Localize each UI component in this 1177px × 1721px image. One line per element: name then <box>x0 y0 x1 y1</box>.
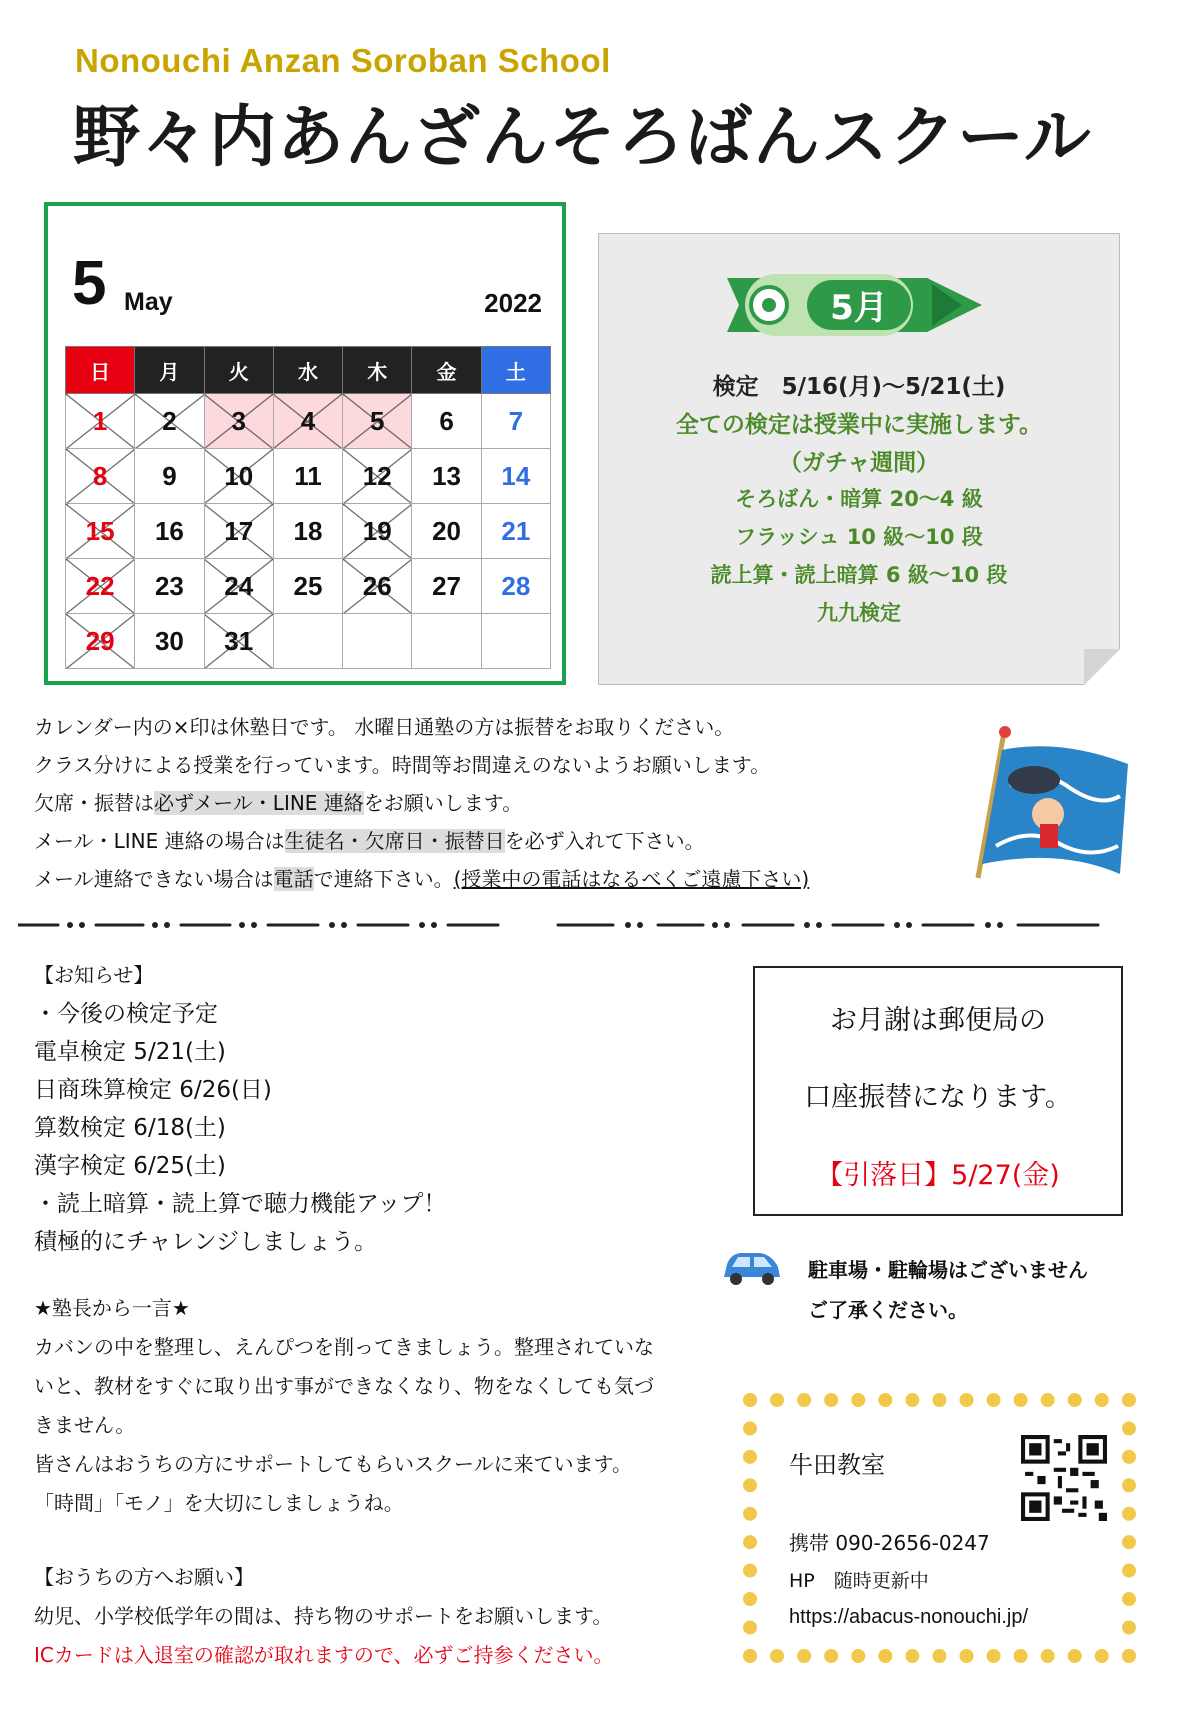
request-line: 幼児、小学校低学年の間は、持ち物のサポートをお願いします。 <box>34 1604 613 1628</box>
parking-line: ご了承ください。 <box>808 1298 968 1322</box>
exam-period: 検定 5/16(月)～5/21(土) <box>712 374 1006 400</box>
contact-card <box>743 1393 1136 1663</box>
calendar-day: 17 <box>204 504 273 559</box>
calendar <box>44 202 566 685</box>
calendar-day: 16 <box>135 504 204 559</box>
principal-heading: ★塾長から一言★ <box>34 1296 190 1320</box>
weekday-wed: 水 <box>273 347 342 394</box>
calendar-day: 5 <box>343 394 412 449</box>
info-line: カレンダー内の×印は休塾日です。 水曜日通塾の方は振替をお取りください。 <box>34 715 735 739</box>
calendar-day: 20 <box>412 504 481 559</box>
parking-notice <box>808 1250 1088 1330</box>
exam-note-line: 九九検定 <box>817 601 901 625</box>
calendar-day: 25 <box>273 559 342 614</box>
calendar-day: 29 <box>66 614 135 669</box>
calendar-day: 19 <box>343 504 412 559</box>
calendar-day: 31 <box>204 614 273 669</box>
exam-note-line: そろばん・暗算 20～4 級 <box>735 487 983 511</box>
kintaro-flag-icon <box>960 726 1136 886</box>
homepage-note: HP 随時更新中 <box>789 1570 929 1592</box>
notices-heading: 【お知らせ】 <box>34 963 154 987</box>
calendar-day: 7 <box>481 394 550 449</box>
calendar-day: 15 <box>66 504 135 559</box>
weekday-tue: 火 <box>204 347 273 394</box>
calendar-day: 26 <box>343 559 412 614</box>
calendar-day: 23 <box>135 559 204 614</box>
principal-line: 「時間」「モノ」を大切にしましょうね。 <box>34 1491 404 1515</box>
exam-note-line: 読上算・読上暗算 6 級～10 段 <box>710 563 1008 587</box>
exam-note-line: フラッシュ 10 級～10 段 <box>735 525 983 549</box>
calendar-day: 8 <box>66 449 135 504</box>
phone-number: 携帯 090-2656-0247 <box>789 1531 990 1555</box>
koinobori-icon <box>727 270 987 340</box>
classroom-name: 牛田教室 <box>789 1451 885 1479</box>
info-line: 欠席・振替は必ずメール・LINE 連絡をお願いします。 <box>34 791 523 815</box>
info-text <box>34 708 809 898</box>
dotted-divider <box>18 918 1104 932</box>
homepage-url[interactable]: https://abacus-nonouchi.jp/ <box>789 1606 1029 1628</box>
calendar-month-number: 5 <box>72 249 107 318</box>
fee-withdrawal-date: 【引落日】5/27(金) <box>816 1160 1060 1191</box>
notice-item: ・読上暗算・読上算で聴力機能アップ！ <box>34 1191 447 1217</box>
parking-line: 駐車場・駐輪場はございません <box>808 1258 1088 1282</box>
spacer <box>34 1523 654 1558</box>
request-heading: 【おうちの方へお願い】 <box>34 1565 254 1589</box>
calendar-day: 10 <box>204 449 273 504</box>
calendar-weekday-row <box>66 347 551 394</box>
notices <box>34 956 654 1675</box>
principal-line: 皆さんはおうちの方にサポートしてもらいスクールに来ています。 <box>34 1452 632 1476</box>
notice-item: ・今後の検定予定 <box>34 1001 218 1027</box>
highlight: 必ずメール・LINE 連絡 <box>154 791 364 815</box>
notice-item: 漢字検定 6/25(土) <box>34 1153 226 1179</box>
notice-item: 電卓検定 5/21(土) <box>34 1039 226 1065</box>
car-icon <box>720 1243 784 1287</box>
fee-line: 口座振替になります。 <box>804 1082 1072 1113</box>
request-warning: ICカードは入退室の確認が取れますので、必ずご持参ください。 <box>34 1643 614 1667</box>
spacer <box>34 1261 654 1289</box>
calendar-day: 13 <box>412 449 481 504</box>
calendar-month-name: May <box>124 288 173 316</box>
calendar-day: 30 <box>135 614 204 669</box>
weekday-sat: 土 <box>481 347 550 394</box>
school-name-english: Nonouchi Anzan Soroban School <box>75 42 611 79</box>
calendar-week-row <box>66 504 551 559</box>
calendar-day: 14 <box>481 449 550 504</box>
calendar-day: 9 <box>135 449 204 504</box>
calendar-day: 18 <box>273 504 342 559</box>
weekday-mon: 月 <box>135 347 204 394</box>
calendar-day <box>343 614 412 669</box>
fee-box <box>753 966 1123 1216</box>
calendar-grid <box>65 346 551 669</box>
calendar-day: 24 <box>204 559 273 614</box>
koinobori-badge: 5月 <box>830 288 888 328</box>
calendar-day: 6 <box>412 394 481 449</box>
info-line: クラス分けによる授業を行っています。時間等お間違えのないようお願いします。 <box>34 753 771 777</box>
calendar-day: 21 <box>481 504 550 559</box>
notice-item: 日商珠算検定 6/26(日) <box>34 1077 272 1103</box>
school-name-japanese: 野々内あんざんそろばんスクール <box>73 98 1092 176</box>
qr-code-icon[interactable] <box>1021 1435 1107 1521</box>
page-curl <box>1084 649 1120 685</box>
info-line: メール連絡できない場合は電話で連絡下さい。(授業中の電話はなるべくご遠慮下さい) <box>34 867 810 891</box>
highlight: 生徒名・欠席日・振替日 <box>284 829 505 853</box>
calendar-day: 2 <box>135 394 204 449</box>
principal-line: いと、教材をすぐに取り出す事ができなくなり、物をなくしても気づ <box>34 1374 654 1398</box>
principal-line: カバンの中を整理し、えんぴつを削ってきましょう。整理されていな <box>34 1335 654 1359</box>
exam-note-line: （ガチャ週間） <box>778 450 940 476</box>
calendar-day <box>481 614 550 669</box>
calendar-day: 27 <box>412 559 481 614</box>
weekday-thu: 木 <box>343 347 412 394</box>
calendar-day: 12 <box>343 449 412 504</box>
calendar-day: 4 <box>273 394 342 449</box>
calendar-day: 1 <box>66 394 135 449</box>
notice-item: 積極的にチャレンジしましょう。 <box>34 1229 378 1255</box>
calendar-week-row <box>66 559 551 614</box>
fee-line: お月謝は郵便局の <box>830 1005 1046 1036</box>
calendar-day: 28 <box>481 559 550 614</box>
highlight: 電話 <box>273 867 314 891</box>
info-line: メール・LINE 連絡の場合は生徒名・欠席日・振替日を必ず入れて下さい。 <box>34 829 705 853</box>
principal-line: きません。 <box>34 1413 136 1437</box>
exam-note <box>598 233 1120 685</box>
notice-item: 算数検定 6/18(土) <box>34 1115 226 1141</box>
calendar-day: 22 <box>66 559 135 614</box>
calendar-day: 11 <box>273 449 342 504</box>
weekday-fri: 金 <box>412 347 481 394</box>
calendar-week-row <box>66 394 551 449</box>
calendar-year: 2022 <box>484 288 542 318</box>
underlined-note: (授業中の電話はなるべくご遠慮下さい) <box>453 867 810 891</box>
calendar-week-row <box>66 614 551 669</box>
calendar-day <box>273 614 342 669</box>
exam-note-line: 全ての検定は授業中に実施します。 <box>675 412 1043 438</box>
calendar-week-row <box>66 449 551 504</box>
calendar-day <box>412 614 481 669</box>
calendar-day: 3 <box>204 394 273 449</box>
weekday-sun: 日 <box>66 347 135 394</box>
